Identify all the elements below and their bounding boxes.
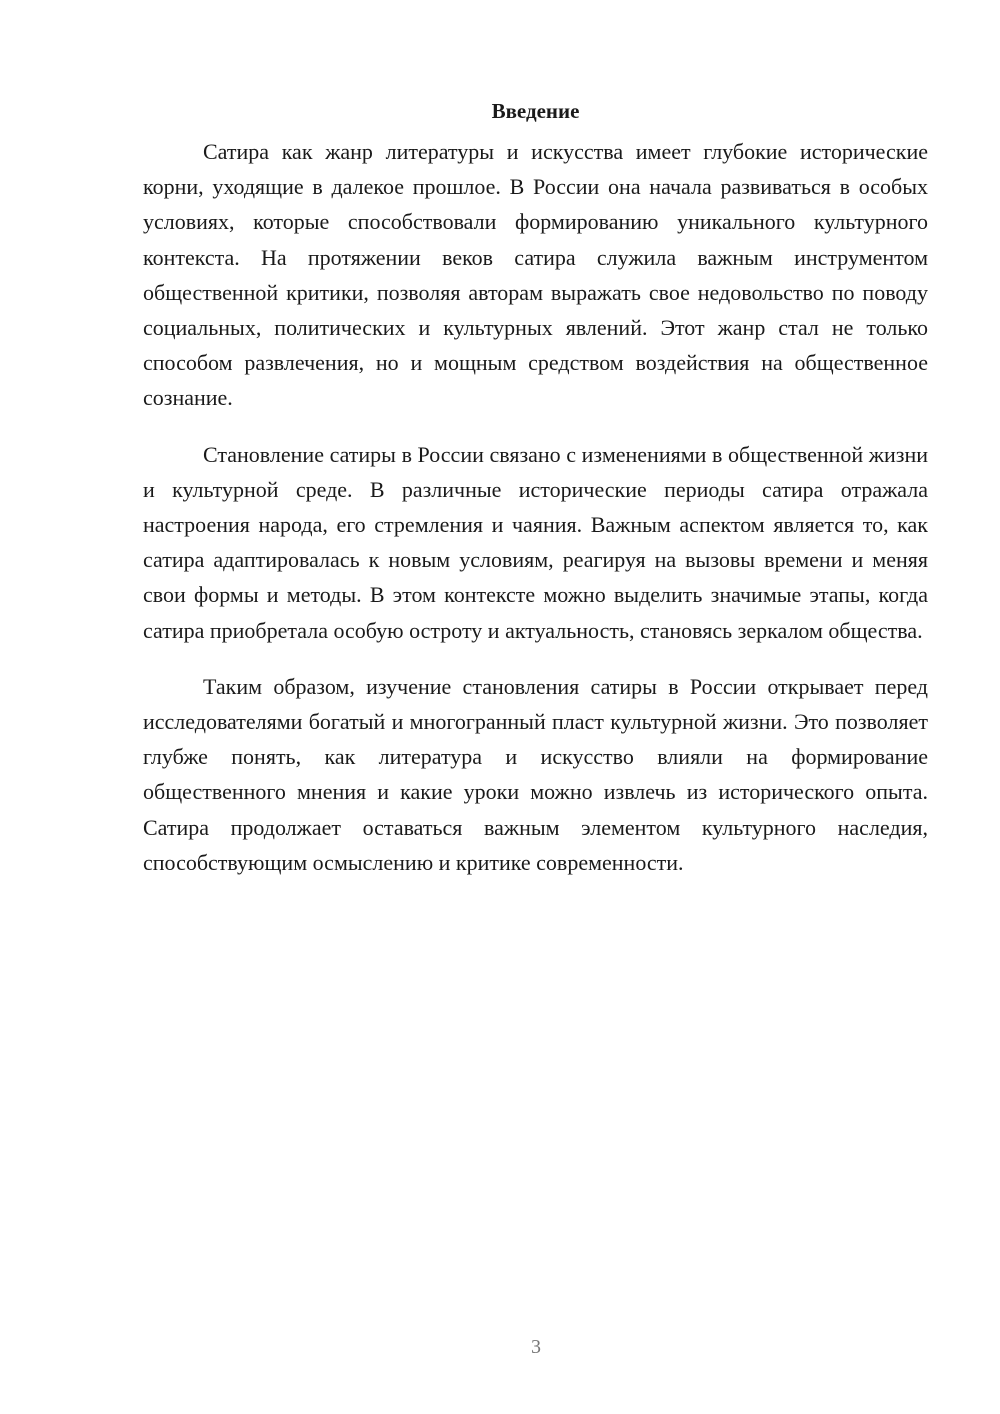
page-content [143,96,928,901]
paragraph-1: Сатира как жанр литературы и искусства имеет глубокие исторические корни, уходящие в далекое прошлое. В России она начала развиваться в особых условиях, которые способствовали формированию уникального культурного контекста. На протяжении веков сатира служила важным инструментом общественной критики, позволяя авторам выражать свое недовольство по поводу социальных, политических и культурных явлений. Этот жанр стал не только способом развлечения, но и мощным средством воздействия на общественное сознание. [143,139,928,411]
section-title: Введение [491,99,580,123]
page-number: 3 [531,1336,541,1358]
paragraph-3: Таким образом, изучение становления сатиры в России открывает перед исследователями богатый и многогранный пласт культурной жизни. Это позволяет глубже понять, как литература и искусство влияли на формирование общественного мнения и какие уроки можно извлечь из исторического опыта. Сатира продолжает оставаться важным элементом культурного наследия, способствующим осмыслению и критике современности. [143,673,928,875]
paragraph-2: Становление сатиры в России связано с изменениями в общественной жизни и культурной среде. В различные исторические периоды сатира отражала настроения народа, его стремления и чаяния. Важным аспектом является то, как сатира адаптировалась к новым условиям, реагируя на вызовы времени и меняя свои формы и методы. В этом контексте можно выделить значимые этапы, когда сатира приобретала особую остроту и актуальность, становясь зеркалом общества. [143,441,928,643]
